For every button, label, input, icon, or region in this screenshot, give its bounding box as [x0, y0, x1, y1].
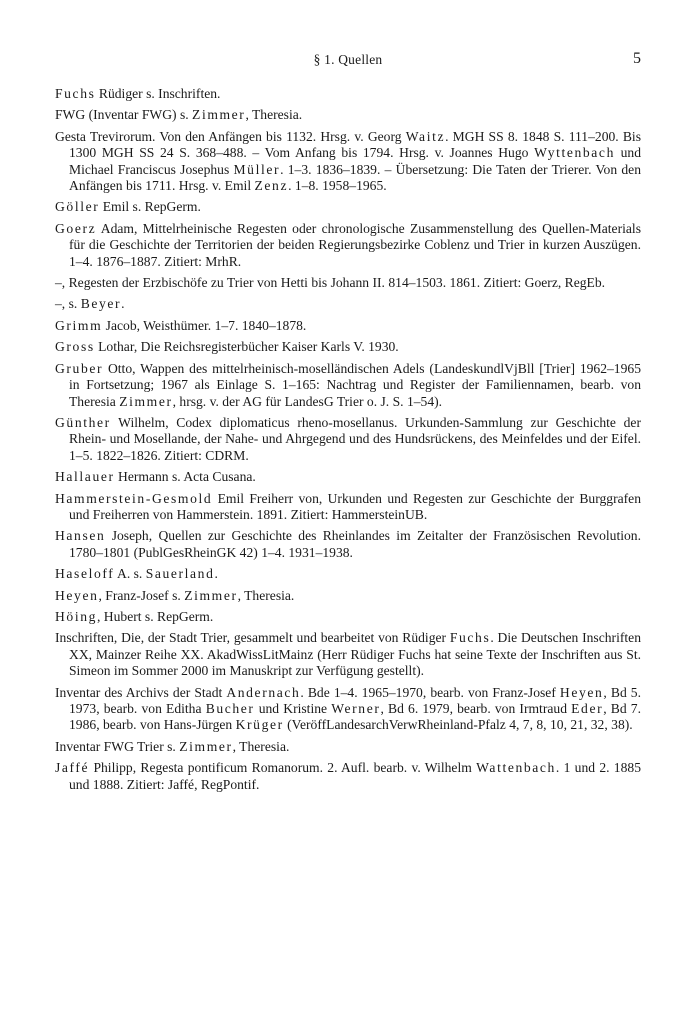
author-name: Andernach — [226, 684, 301, 700]
bibliography-entry: Heyen, Franz-Josef s. Zimmer, Theresia. — [55, 587, 295, 603]
author-name: Gruber — [55, 360, 104, 376]
bibliography-entry: Gross Lothar, Die Reichsregisterbücher Kaiser Karls V. 1930. — [55, 339, 399, 355]
bibliography-entry: Hammerstein-Gesmold Emil Freiherr von, Urkunden und Regesten zur Geschichte der Burggrafen und Freiherren von Hammerstein. 1891. Zitiert: HammersteinUB. — [55, 490, 641, 522]
author-name: Göller — [55, 199, 100, 215]
author-name: Zenz — [254, 178, 289, 194]
author-name: Fuchs — [55, 86, 96, 101]
author-name: Jaffé — [55, 760, 90, 776]
author-name: Gross — [55, 339, 95, 355]
bibliography-entry: Gruber Otto, Wappen des mittelrheinisch-moselländischen Adels (LandeskundlVjBll [Trier] 1962–1965 in Fortsetzung; 1967 als Einlage S. 1–165: Nachtrag und Register der Familiennamen, bearb. von Theresia Zimmer, hrsg. v. der AG für LandesG Trier o. J. S. 1–54). — [55, 360, 641, 409]
author-name: Krüger — [235, 717, 284, 733]
bibliography-entry: Gesta Trevirorum. Von den Anfängen bis 1132. Hrsg. v. Georg Waitz. MGH SS 8. 1848 S. 111–200. Bis 1300 MGH SS 24 S. 368–488. – Vom Anfang bis 1794. Hrsg. v. Joannes Hugo Wyttenbach und Michael Franciscus Josephus Müller. 1–3. 1836–1839. – Übersetzung: Die Taten der Trierer. Von den Anfängen bis 1711. Hrsg. v. Emil Zenz. 1–8. 1958–1965. — [55, 128, 642, 194]
author-name: Günther — [55, 414, 111, 430]
bibliography-entry: FWG (Inventar FWG) s. Zimmer, Theresia. — [55, 107, 303, 123]
bibliography-entry: Grimm Jacob, Weisthümer. 1–7. 1840–1878. — [55, 317, 307, 333]
bibliography-entry: Jaffé Philipp, Regesta pontificum Romanorum. 2. Aufl. bearb. v. Wilhelm Wattenbach. 1 und 2. 1885 und 1888. Zitiert: Jaffé, RegPontif. — [55, 760, 641, 792]
bibliography-entry: Hallauer Hermann s. Acta Cusana. — [55, 469, 256, 485]
bibliography-entry: Göller Emil s. RepGerm. — [55, 199, 201, 215]
author-name: Heyen — [55, 587, 99, 603]
author-name: Zimmer — [179, 738, 233, 754]
bibliography-list — [55, 86, 641, 798]
author-name: Beyer — [80, 296, 122, 312]
bibliography-entry: Hansen Joseph, Quellen zur Geschichte des Rheinlandes im Zeitalter der Französischen Revolution. 1780–1801 (PublGesRheinGK 42) 1–4. 1931–1938. — [55, 528, 641, 560]
author-name: Wyttenbach — [534, 145, 615, 161]
author-name: Wattenbach — [476, 760, 556, 776]
page-number: 5 — [633, 50, 641, 67]
author-name: Waitz — [405, 128, 446, 144]
bibliography-entry: Günther Wilhelm, Codex diplomaticus rheno-mosellanus. Urkunden-Sammlung zur Geschichte der Rhein- und Mosellande, der Nahe- und Ahrgegend und des Hundsrückens, des Meinfeldes und der Eifel. 1–5. 1822–1826. Zitiert: CDRM. — [55, 414, 641, 463]
bibliography-entry: Inventar des Archivs der Stadt Andernach. Bde 1–4. 1965–1970, bearb. von Franz-Josef Heyen, Bd 5. 1973, bearb. von Editha Bucher und Kristine Werner, Bd 6. 1979, bearb. von Irmtraud Eder, Bd 7. 1986, bearb. von Hans-Jürgen Krüger (VeröffLandesarchVerwRheinland-Pfalz 4, 7, 8, 10, 21, 32, 38). — [55, 684, 641, 733]
author-name: Höing — [55, 608, 97, 624]
author-name: Sauerland — [145, 566, 215, 582]
author-name: Haseloff — [55, 566, 115, 582]
bibliography-entry: Fuchs Rüdiger s. Inschriften. — [55, 86, 221, 101]
author-name: Grimm — [55, 317, 103, 333]
page-header — [55, 52, 641, 72]
author-name: Fuchs — [449, 630, 491, 646]
author-name: Heyen — [559, 684, 604, 700]
bibliography-entry: Haseloff A. s. Sauerland. — [55, 566, 218, 582]
bibliography-entry: –, s. Beyer. — [55, 296, 125, 312]
author-name: Hammerstein-Gesmold — [55, 490, 213, 506]
section-title: § 1. Quellen — [313, 52, 383, 67]
bibliography-entry: Inschriften, Die, der Stadt Trier, gesammelt und bearbeitet von Rüdiger Fuchs. Die Deutschen Inschriften XX, Mainzer Reihe XX. AkadWissLitMainz (Herr Rüdiger Fuchs hat seine Texte der Inschriften aus St. Simeon im Sommer 2000 im Manuskript zur Verfügung gestellt). — [55, 630, 641, 679]
bibliography-entry: Höing, Hubert s. RepGerm. — [55, 608, 214, 624]
author-name: Hallauer — [55, 469, 115, 485]
author-name: Zimmer — [119, 393, 173, 409]
bibliography-entry: Inventar FWG Trier s. Zimmer, Theresia. — [55, 738, 290, 754]
bibliography-entry: –, Regesten der Erzbischöfe zu Trier von Hetti bis Johann II. 814–1503. 1861. Zitiert: Goerz, RegEb. — [55, 275, 606, 291]
author-name: Werner — [331, 701, 381, 716]
author-name: Bucher — [205, 701, 255, 716]
author-name: Goerz — [55, 220, 97, 236]
author-name: Zimmer — [192, 107, 246, 123]
bibliography-entry: Goerz Adam, Mittelrheinische Regesten oder chronologische Zusammenstellung des Quellen-Materials für die Geschichte der Territorien der beiden Regierungsbezirke Coblenz und Trier in kurzen Auszügen. 1–4. 1876–1887. Zitiert: MrhR. — [55, 220, 641, 269]
author-name: Zimmer — [184, 587, 238, 603]
author-name: Eder — [571, 701, 604, 716]
author-name: Hansen — [55, 528, 106, 544]
author-name: Müller — [233, 161, 281, 177]
